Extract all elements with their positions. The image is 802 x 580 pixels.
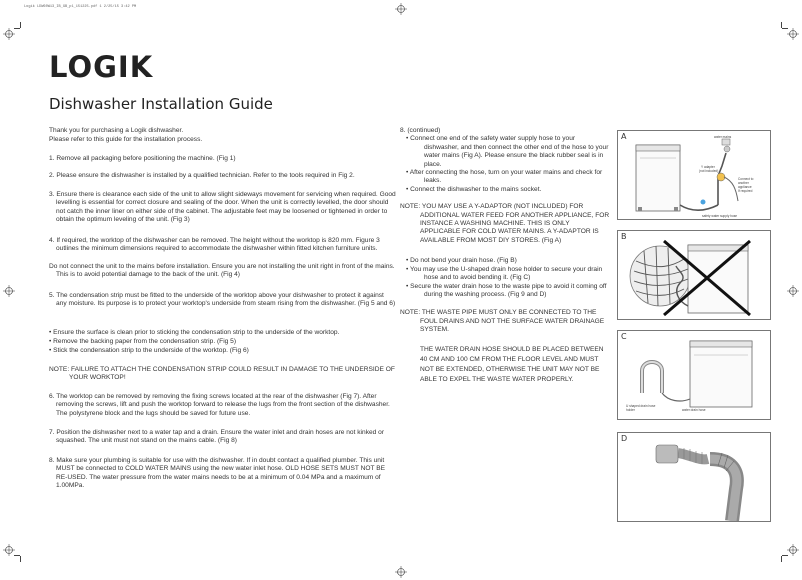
figure-a-illustration [618,131,770,219]
figure-b-illustration [618,231,770,319]
registration-mark-icon [787,285,799,297]
step-1: 1. Remove all packaging before positioning the machine. (Fig 1) [49,155,236,162]
step-7: 7. Position the dishwasher next to a water tap and a drain. Ensure the water inlet and drain hoses are not kinked or squashed. The unit must not stand on the mains cable. (Fig 8) [49,429,385,445]
figure-d-illustration [618,433,770,521]
registration-mark-icon [787,544,799,556]
page-title: Dishwasher Installation Guide [49,95,273,113]
bullet-mains-socket: • Connect the dishwasher to the mains socket. [406,185,542,193]
note-y-adaptor: NOTE: YOU MAY USE A Y-ADAPTOR (NOT INCLUDED) FOR ADDITIONAL WATER FEED FOR ANOTHER APPLIANCE, FOR INSTANCE A WASHING MACHINE. THIS IS ONLY APPLICABLE FOR COLD WATER MAINS. A Y-ADAPTOR IS AVAILABLE FROM MOST DIY STORES. (Fig A) [400,203,610,244]
figure-d-label: D [621,434,628,443]
intro-line-1: Thank you for purchasing a Logik dishwasher. [49,127,184,134]
step-3: 3. Ensure there is clearance each side of the unit to allow slight sideways movement for servicing when required. Good levelling is essential for correct closure and sealing of the door. When the unit is correctly levelled, the door should not catch the inner liner on either side of the cabinet. The adjustable feet may be loosened or tightened in order to obtain the optimum leveling of the unit. (Fig 3) [49,191,396,224]
figure-a-label: A [621,132,627,141]
intro-line-2: Please refer to this guide for the installation process. [49,135,203,143]
figure-b [617,230,771,320]
figure-c-label: C [621,332,627,341]
note-waste-pipe: NOTE: THE WASTE PIPE MUST ONLY BE CONNECTED TO THE FOUL DRAINS AND NOT THE SURFACE WATER DRAINAGE SYSTEM. [400,309,605,334]
strip-bullet-3: • Stick the condensation strip to the underside of the worktop. (Fig 6) [49,347,249,354]
step-4-note: Do not connect the unit to the mains before installation. Ensure you are not installing the unit right in front of the mains. This is to avoid potential damage to the back of the unit. (Fig 4) [49,262,395,278]
crop-mark [20,556,21,562]
continued-heading: 8. (continued) [400,127,441,134]
figure-c [617,330,771,420]
registration-mark-icon [395,566,407,578]
step-6: 6. The worktop can be removed by removing the fixing screws located at the rear of the dishwasher (Fig 7). After removing the screws, lift and push the worktop forward to release the lugs from the front section of the dishwasher. The polystyrene block and the lugs should be saved for future use. [49,393,390,417]
figure-c-illustration [618,331,770,419]
bullet-connect-hose: • Connect one end of the safety water supply hose to your dishwasher, and then connect the other end of the hose to your water mains (Fig A). Please ensure the black rubber seal is in place. [406,135,609,168]
bullet-secure-drain: • Secure the water drain hose to the waste pipe to avoid it coming off during the washing process. (Fig 9 and D) [406,282,607,298]
bullet-no-bend: • Do not bend your drain hose. (Fig B) [406,257,517,265]
crop-mark [782,28,788,29]
label-drain-hose: water drain hose [682,408,706,412]
label-u-holder-2: holder [626,408,635,412]
print-slug: Logik LDW60W13_IB_GB_p1_151225.pdf 1 2/25/15 3:42 PM [24,5,137,9]
crop-mark [14,28,20,29]
note-condensation: NOTE: FAILURE TO ATTACH THE CONDENSATION STRIP COULD RESULT IN DAMAGE TO THE UNDERSIDE OF YOUR WORKTOP! [49,366,395,382]
registration-mark-icon [787,28,799,40]
figure-a [617,130,771,220]
bullet-u-holder: • You may use the U-shaped drain hose holder to secure your drain hose and to avoid bending it. (Fig C) [406,265,603,282]
label-if-required: If required [738,189,753,193]
crop-mark [782,555,788,556]
registration-mark-icon [3,285,15,297]
strip-bullet-1: • Ensure the surface is clean prior to sticking the condensation strip to the underside of the worktop. [49,329,340,336]
label-safety-hose: safety water supply hose [702,214,738,218]
label-appliance: appliance [738,185,752,189]
label-connect-to: Connect to [738,177,754,181]
label-u-holder-1: U shaped drain hose [626,404,656,408]
bullet-check-leaks: • After connecting the hose, turn on your water mains and check for leaks. [406,169,603,185]
step-4: 4. If required, the worktop of the dishwasher can be removed. The height without the worktop is 820 mm. Figure 3 outlines the minimum dimensions required to accommodate the dishwasher within fitted kitchen furniture units. [49,237,380,253]
crop-mark [20,22,21,28]
label-water-mains: water mains [714,135,732,139]
label-not-included: (not included) [699,169,719,173]
label-another: another [738,181,749,185]
column-right [400,127,610,385]
step-2: 2. Please ensure the dishwasher is installed by a qualified technician. Refer to the tools required in Fig 2. [49,172,355,179]
label-y-adapter: Y adapter [701,165,715,169]
crop-mark [14,555,20,556]
brand-logo: LOGIK [49,50,154,84]
registration-mark-icon [3,28,15,40]
step-5: 5. The condensation strip must be fitted to the underside of the worktop above your dishwasher to protect it against any moisture. Its purpose is to protect your worktop's underside from steam rising from the dishwasher. (Fig 5 and 6) [49,292,396,308]
registration-mark-icon [395,3,407,15]
step-8: 8. Make sure your plumbing is suitable for use with the dishwasher. If in doubt contact a qualified plumber. This unit MUST be connected to COLD WATER MAINS using the new water inlet hose. OLD HOSE SETS MUST NOT BE RE-USED. The water pressure from the water mains needs to be at a minimum of 0.04 MPa and a maximum of 1.00MPa. [49,457,386,490]
strip-bullet-2: • Remove the backing paper from the condensation strip. (Fig 5) [49,338,237,345]
crop-mark [781,556,782,562]
figure-b-label: B [621,232,627,241]
figure-d [617,432,771,522]
note-drain-height: THE WATER DRAIN HOSE SHOULD BE PLACED BETWEEN 40 CM AND 100 CM FROM THE FLOOR LEVEL AND MUST NOT BE EXTENDED, OTHERWISE THE UNIT MAY NOT BE ABLE TO EXPEL THE WASTE WATER PROPERLY. [420,345,604,383]
